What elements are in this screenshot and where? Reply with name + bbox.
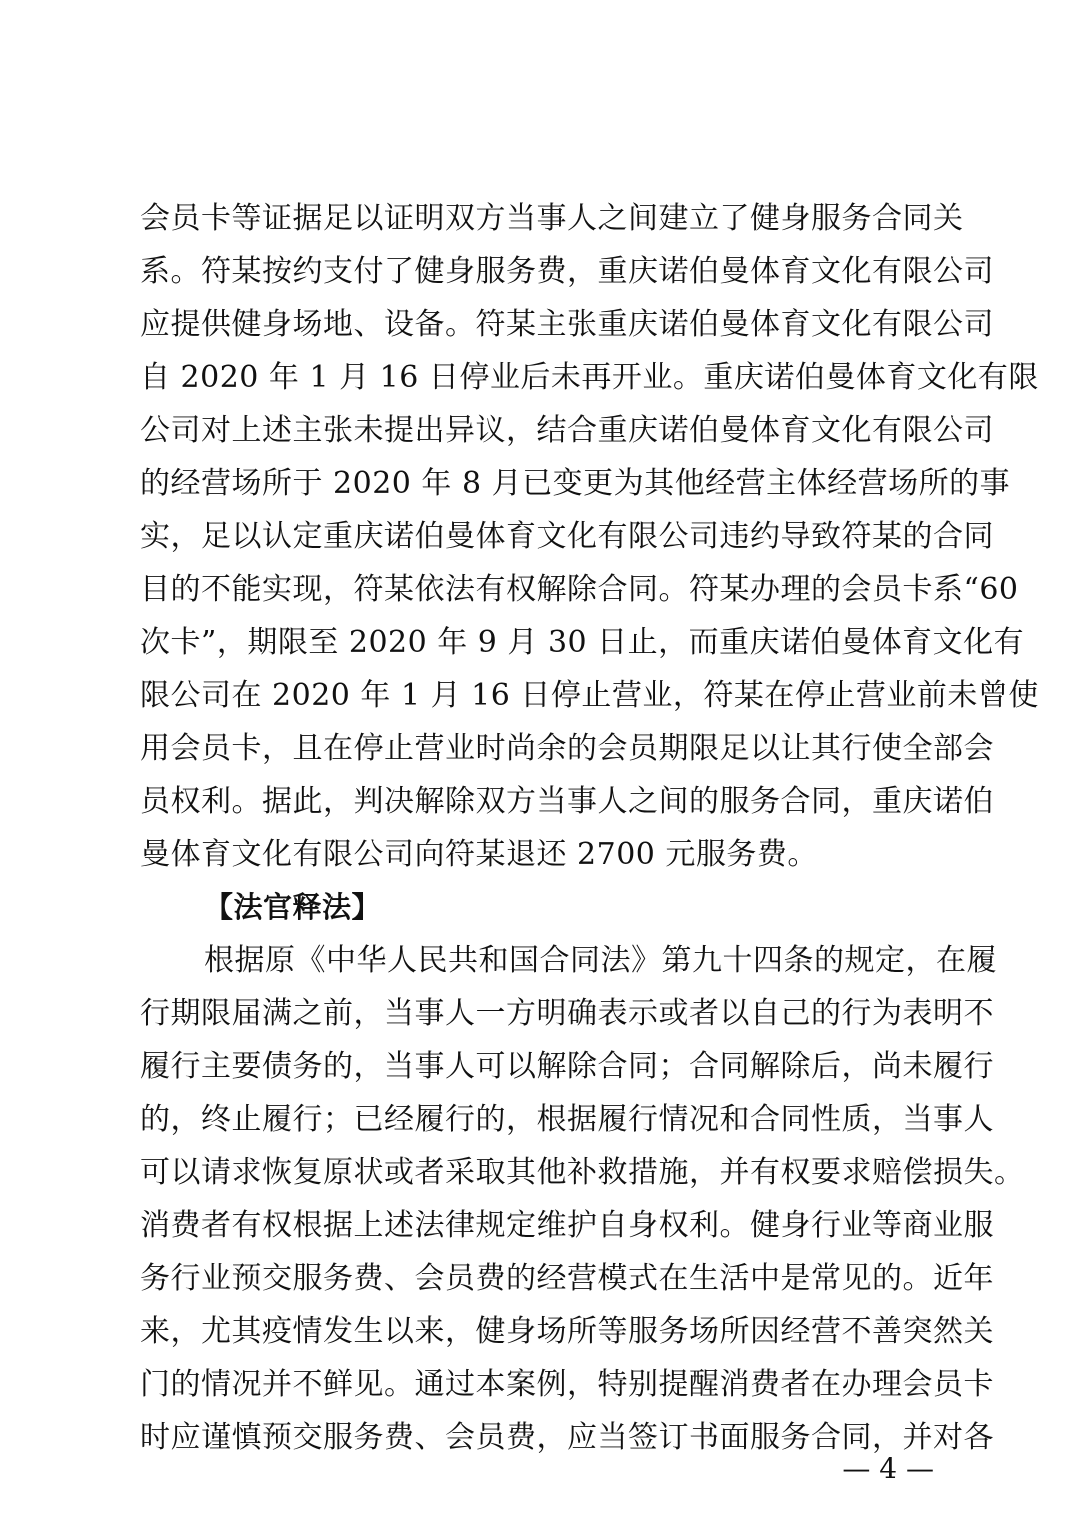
document-body	[140, 192, 1039, 1464]
body-line: 用会员卡，且在停止营业时尚余的会员期限足以让其行使全部会	[140, 731, 994, 766]
body-line: 公司对上述主张未提出异议，结合重庆诺伯曼体育文化有限公司	[140, 413, 994, 448]
explanation-line: 来，尤其疫情发生以来，健身场所等服务场所因经营不善突然关	[140, 1314, 994, 1349]
body-line: 自 2020 年 1 月 16 日停业后未再开业。重庆诺伯曼体育文化有限	[140, 360, 1039, 395]
explanation-line: 根据原《中华人民共和国合同法》第九十四条的规定，在履	[204, 943, 997, 978]
body-line: 次卡”，期限至 2020 年 9 月 30 日止，而重庆诺伯曼体育文化有	[140, 625, 1025, 660]
body-line: 员权利。据此，判决解除双方当事人之间的服务合同，重庆诺伯	[140, 784, 994, 819]
body-line: 限公司在 2020 年 1 月 16 日停止营业，符某在停止营业前未曾使	[140, 678, 1039, 713]
explanation-line: 行期限届满之前，当事人一方明确表示或者以自己的行为表明不	[140, 996, 994, 1031]
explanation-line: 消费者有权根据上述法律规定维护自身权利。健身行业等商业服	[140, 1208, 994, 1243]
body-line: 曼体育文化有限公司向符某退还 2700 元服务费。	[140, 837, 818, 872]
section-heading: 【法官释法】	[204, 890, 382, 924]
body-line: 的经营场所于 2020 年 8 月已变更为其他经营主体经营场所的事	[140, 466, 1011, 501]
body-line: 应提供健身场地、设备。符某主张重庆诺伯曼体育文化有限公司	[140, 307, 994, 342]
body-line: 系。符某按约支付了健身服务费，重庆诺伯曼体育文化有限公司	[140, 254, 994, 289]
explanation-line: 履行主要债务的，当事人可以解除合同；合同解除后，尚未履行	[140, 1049, 994, 1084]
body-line: 目的不能实现，符某依法有权解除合同。符某办理的会员卡系“60	[140, 572, 1019, 607]
explanation-line: 门的情况并不鲜见。通过本案例，特别提醒消费者在办理会员卡	[140, 1367, 994, 1402]
explanation-line: 可以请求恢复原状或者采取其他补救措施，并有权要求赔偿损失。	[140, 1155, 1025, 1190]
explanation-line: 的，终止履行；已经履行的，根据履行情况和合同性质，当事人	[140, 1102, 994, 1137]
explanation-line: 时应谨慎预交服务费、会员费，应当签订书面服务合同，并对各	[140, 1420, 994, 1455]
body-line: 会员卡等证据足以证明双方当事人之间建立了健身服务合同关	[140, 201, 964, 236]
explanation-line: 务行业预交服务费、会员费的经营模式在生活中是常见的。近年	[140, 1261, 994, 1296]
page-number: — 4 —	[842, 1452, 934, 1485]
body-line: 实，足以认定重庆诺伯曼体育文化有限公司违约导致符某的合同	[140, 519, 994, 554]
